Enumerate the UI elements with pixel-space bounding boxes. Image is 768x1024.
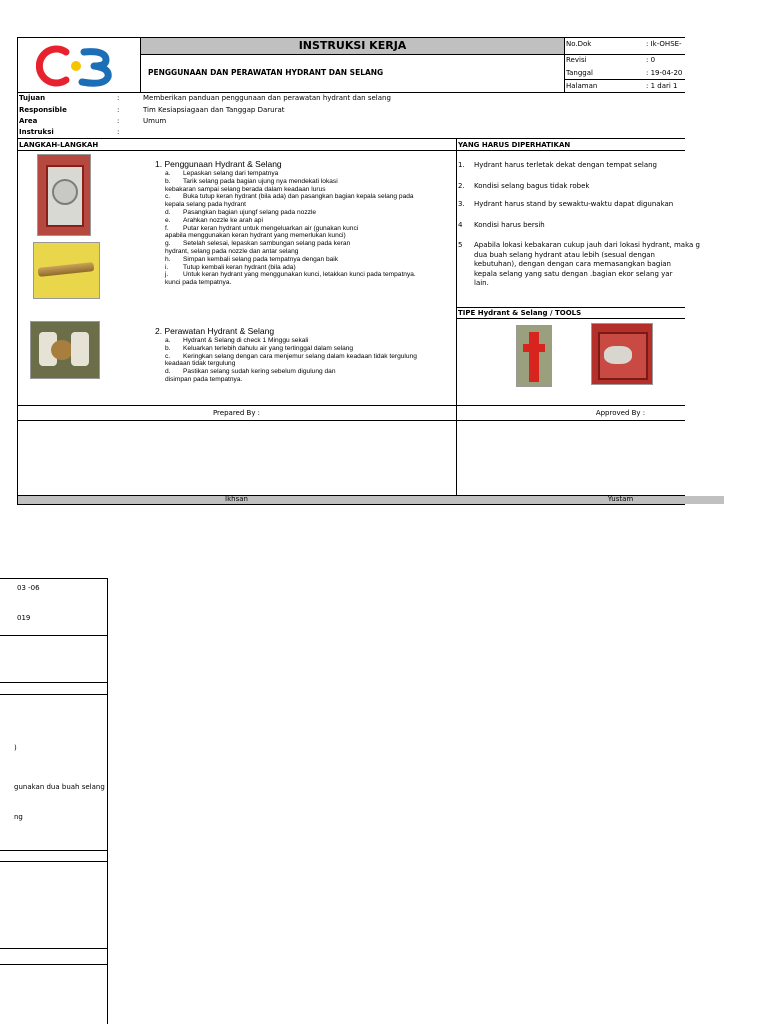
prepared-by-name: Ikhsan: [225, 495, 248, 503]
note-text: dua buah selang hydrant atau lebih (sesual dengan: [474, 250, 655, 259]
step-text: Setelah selesai, lepaskan sambungan selang pada keran: [183, 240, 351, 248]
note-line: [458, 240, 700, 250]
meta-label-halaman: Halaman: [566, 82, 598, 90]
section-header-steps: LANGKAH-LANGKAH: [19, 141, 99, 149]
page2-paren-fragment: ): [14, 744, 17, 752]
info-label-area: Area: [19, 117, 38, 125]
step-text: apabila menggunakan keran hydrant yang memerlukan kunci): [165, 232, 346, 240]
info-value-responsible: Tim Kesiapsiagaan dan Tanggap Darurat: [143, 106, 285, 114]
note-line: [474, 269, 672, 279]
step-line: [165, 240, 350, 248]
step-text: Pastikan selang sudah kering sebelum digulung dan: [183, 368, 336, 376]
step-letter: d.: [165, 368, 171, 376]
note-line: [474, 259, 671, 269]
info-label-tujuan: Tujuan: [19, 94, 46, 102]
step-letter: c.: [165, 352, 171, 360]
note-text: Hydrant harus stand by sewaktu-waktu dapat digunakan: [474, 200, 674, 208]
step-line: [165, 217, 263, 225]
step-text: Lepaskan selang dari tempatnya: [183, 170, 279, 177]
step-line: [165, 186, 326, 194]
meta-value-tanggal: : 19-04-20: [646, 69, 683, 77]
doc-subtitle: PENGGUNAAN DAN PERAWATAN HYDRANT DAN SELANG: [148, 68, 384, 77]
step-letter: h.: [165, 255, 171, 263]
step-line: [165, 360, 235, 368]
note-line: [458, 160, 657, 170]
note-line: [474, 250, 655, 260]
meta-label-nodok: No.Dok: [566, 40, 592, 48]
meta-value-revisi: : 0: [646, 56, 656, 64]
step-text: Keringkan selang dengan cara menjemur selang dalam keadaan tidak tergulung: [183, 352, 417, 360]
note-text: kepala selang yang satu dengan .bagian ekor selang yar: [474, 269, 673, 278]
step-text: Pasangkan bagian ujungf selang pada nozzle: [183, 209, 317, 216]
step-line: [165, 353, 417, 361]
info-value-tujuan: Memberikan panduan penggunaan dan perawatan hydrant dan selang: [143, 94, 391, 102]
step-line: [165, 201, 246, 209]
note-number: 1.: [458, 161, 465, 169]
note-line: [458, 220, 545, 230]
meta-value-halaman: : 1 dari 1: [646, 82, 678, 90]
step-line: [165, 232, 346, 240]
hose-cabinet-photo: [591, 323, 653, 385]
step-line: [165, 376, 242, 384]
step-text: keadaan tidak tergulung: [165, 360, 236, 368]
step-letter: g.: [165, 240, 171, 248]
step-line: [165, 178, 338, 186]
step-text: hydrant, selang pada nozzle dan antar selang: [165, 248, 299, 255]
page2-ng-fragment: ng: [14, 813, 23, 821]
step-letter: e.: [165, 216, 171, 224]
step-letter: f.: [165, 224, 169, 232]
approved-by-label: Approved By :: [595, 409, 646, 417]
step-line: [165, 225, 358, 233]
step-line: [165, 170, 278, 178]
step-text: Hydrant & Selang di check 1 Minggu sekali: [183, 337, 309, 344]
step-letter: b.: [165, 177, 171, 185]
note-text: Apabila lokasi kebakaran cukup jauh dari lokasi hydrant, maka g: [474, 241, 700, 249]
note-text: Hydrant harus terletak dekat dengan tempat selang: [474, 161, 657, 169]
section-header-notes: YANG HARUS DIPERHATIKAN: [458, 141, 571, 149]
info-sep-instruksi: :: [117, 128, 120, 136]
page2-date-fragment: 03 -06: [17, 584, 40, 592]
info-label-instruksi: Instruksi: [19, 128, 54, 136]
section-header-tools: TIPE Hydrant & Selang / TOOLS: [458, 309, 582, 317]
step-line: [165, 193, 414, 201]
info-value-area: Umum: [143, 117, 167, 125]
info-sep-responsible: :: [117, 106, 120, 114]
step-text: Simpan kembali selang pada tempatnya dengan baik: [183, 255, 339, 263]
step-text: kepala selang pada hydrant: [165, 201, 247, 209]
note-line: [458, 199, 673, 209]
step-line: [165, 248, 298, 256]
step-letter: a.: [165, 337, 171, 344]
step-line: [165, 368, 336, 376]
step-letter: i.: [165, 263, 169, 271]
note-text: kebutuhan), dengan dengan cara memasangkan bagian: [474, 260, 671, 268]
step-letter: j.: [165, 271, 169, 279]
hose-coupling-photo: [30, 321, 100, 379]
meta-value-nodok: : Ik-OHSE-: [646, 40, 682, 48]
step-text: Keluarkan terlebih dahulu air yang tertinggal dalam selang: [183, 344, 354, 352]
prepared-by-label: Prepared By :: [212, 409, 261, 417]
step-line: [165, 345, 353, 353]
nozzle-photo: [33, 242, 100, 299]
maintenance-title: 2. Perawatan Hydrant & Selang: [155, 326, 275, 336]
step-text: kunci pada tempatnya.: [165, 279, 232, 287]
company-logo: [36, 44, 118, 88]
step-line: [165, 256, 338, 264]
note-line: [474, 278, 489, 288]
approved-by-name: Yustam: [607, 495, 634, 503]
step-text: disimpan pada tempatnya.: [165, 376, 243, 383]
info-sep-tujuan: :: [117, 94, 120, 102]
page2-note-fragment: gunakan dua buah selang: [14, 783, 105, 791]
step-text: kebakaran sampai selang berada dalam keadaan lurus: [165, 185, 326, 193]
info-label-responsible: Responsible: [19, 106, 67, 114]
step-line: [165, 209, 316, 217]
step-text: Tarik selang pada bagian ujung nya mendekati lokasi: [183, 177, 338, 185]
step-line: [165, 264, 296, 272]
info-sep-area: :: [117, 117, 120, 125]
note-text: Kondisi selang bagus tidak robek: [474, 182, 590, 190]
step-letter: d.: [165, 209, 171, 216]
note-number: 5: [458, 241, 463, 249]
step-letter: c.: [165, 193, 171, 201]
usage-title: 1. Penggunaan Hydrant & Selang: [155, 159, 282, 169]
note-text: lain.: [474, 279, 489, 287]
hydrant-box-photo: [37, 154, 91, 236]
step-line: [165, 279, 231, 287]
step-text: Putar keran hydrant untuk mengeluarkan air (gunakan kunci: [183, 224, 359, 232]
step-text: Untuk keran hydrant yang menggunakan kunci, letakkan kunci pada tempatnya.: [183, 271, 416, 279]
step-text: Buka tutup keran hydrant (bila ada) dan pasangkan bagian kepala selang pada: [183, 193, 414, 201]
page2-year-fragment: 019: [17, 614, 31, 622]
meta-label-revisi: Revisi: [566, 56, 587, 64]
step-text: Tutup kembali keran hydrant (bila ada): [183, 263, 296, 271]
doc-title: INSTRUKSI KERJA: [298, 39, 407, 52]
note-number: 2.: [458, 182, 465, 190]
note-line: [458, 181, 589, 191]
step-letter: a.: [165, 170, 171, 177]
step-line: [165, 337, 308, 345]
note-number: 3.: [458, 200, 465, 208]
step-line: [165, 271, 416, 279]
note-text: Kondisi harus bersih: [474, 221, 545, 229]
note-number: 4: [458, 221, 463, 229]
step-text: Arahkan nozzle ke arah api: [183, 216, 263, 224]
step-letter: b.: [165, 344, 171, 352]
pillar-hydrant-photo: [516, 325, 552, 387]
meta-label-tanggal: Tanggal: [566, 69, 593, 77]
